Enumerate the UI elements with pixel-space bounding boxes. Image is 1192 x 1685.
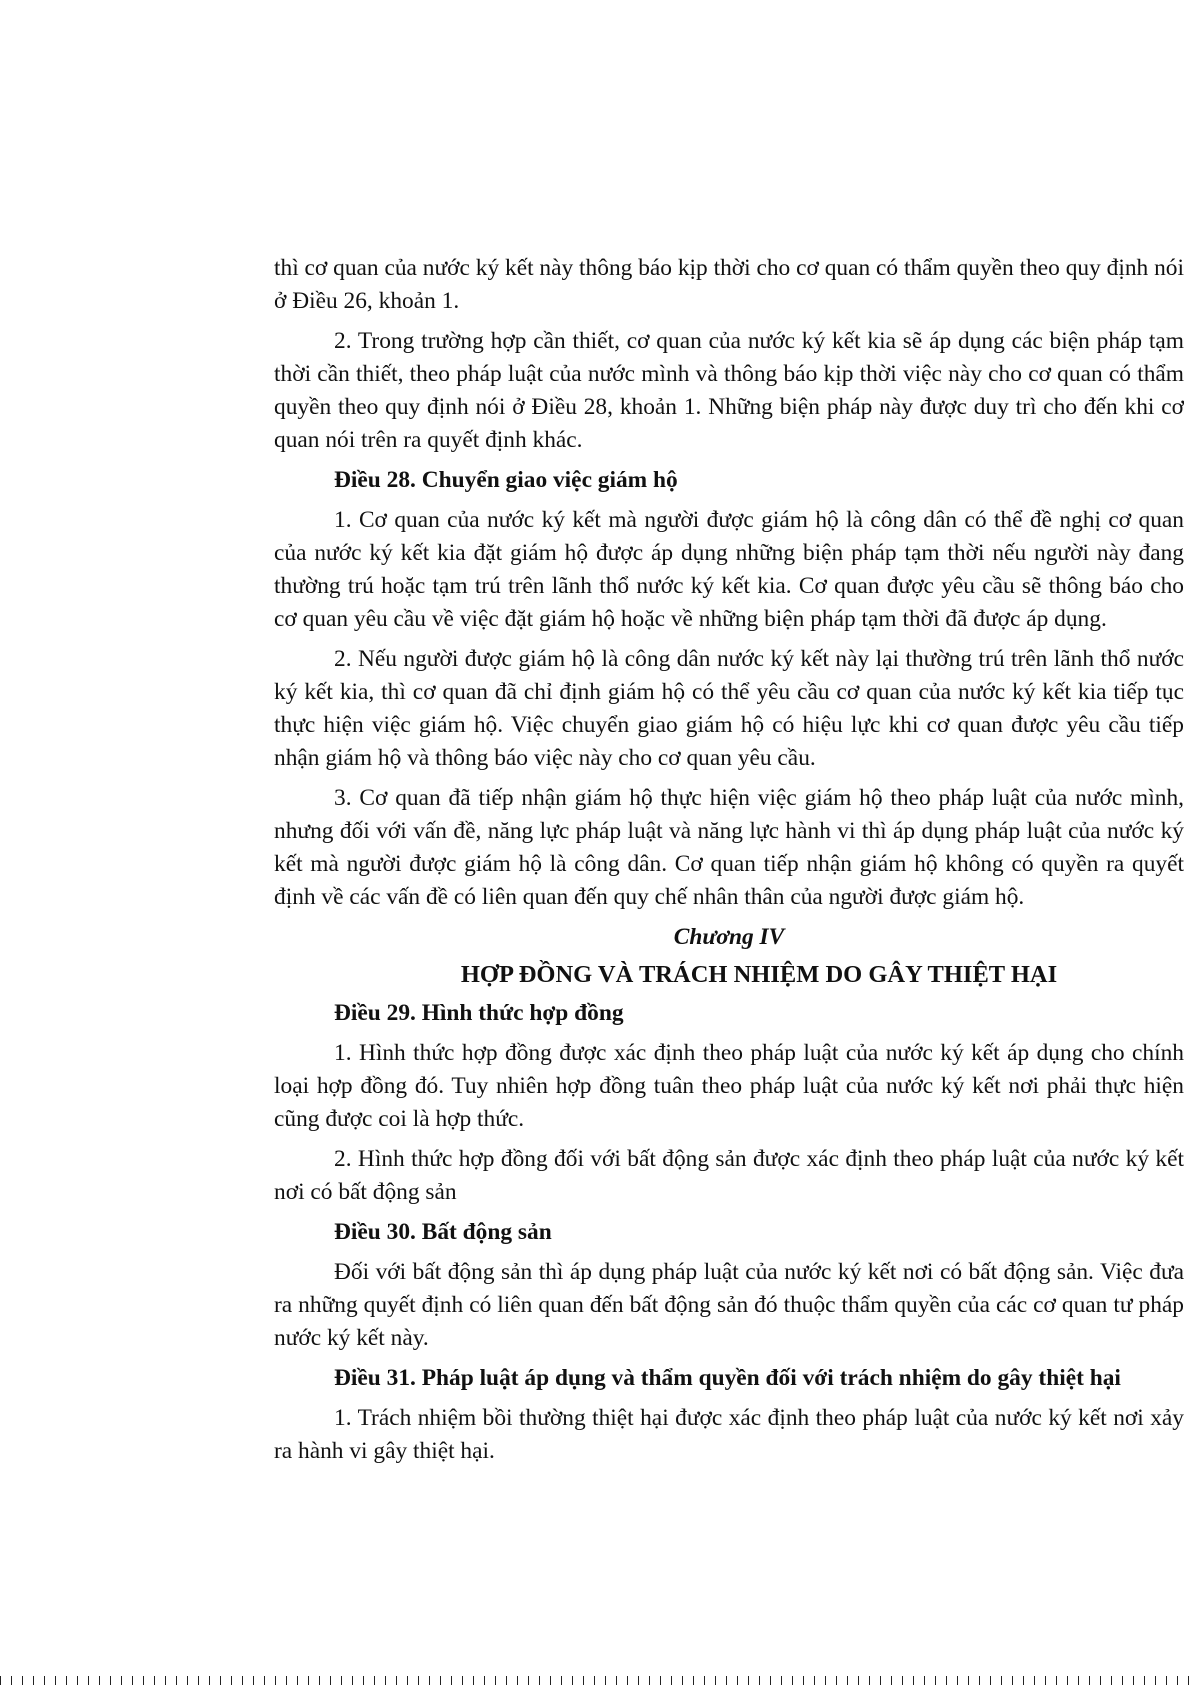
chapter-number: Chương IV xyxy=(673,924,785,950)
document-page xyxy=(274,252,1184,1672)
paragraph-article-29-clause-1: 1. Hình thức hợp đồng được xác định theo pháp luật của nước ký kết áp dụng cho chính loại hợp đồng đó. Tuy nhiên hợp đồng tuân theo pháp luật của nước ký kết nơi phải thực hiện cũng được coi là hợp thức. xyxy=(274,1040,1184,1132)
paragraph-article-27-clause-2: 2. Trong trường hợp cần thiết, cơ quan của nước ký kết kia sẽ áp dụng các biện pháp tạm thời cần thiết, theo pháp luật của nước mình và thông báo kịp thời việc này cho cơ quan có thẩm quyền theo quy định nói ở Điều 28, khoản 1. Những biện pháp này được duy trì cho đến khi cơ quan nói trên ra quyết định khác. xyxy=(274,328,1184,453)
heading-article-29: Điều 29. Hình thức hợp đồng xyxy=(334,1000,624,1026)
paragraph-article-28-clause-3: 3. Cơ quan đã tiếp nhận giám hộ thực hiện việc giám hộ theo pháp luật của nước mình, nhưng đối với vấn đề, năng lực pháp luật và năng lực hành vi thì áp dụng pháp luật của nước ký kết mà người được giám hộ là công dân. Cơ quan tiếp nhận giám hộ không có quyền ra quyết định về các vấn đề có liên quan đến quy chế nhân thân của người được giám hộ. xyxy=(274,785,1184,910)
heading-article-31: Điều 31. Pháp luật áp dụng và thẩm quyền đối với trách nhiệm do gây thiệt hại xyxy=(334,1365,1121,1391)
paragraph-article-28-clause-2: 2. Nếu người được giám hộ là công dân nước ký kết này lại thường trú trên lãnh thổ nước ký kết kia, thì cơ quan đã chỉ định giám hộ có thể yêu cầu cơ quan của nước ký kết kia tiếp tục thực hiện việc giám hộ. Việc chuyển giao giám hộ có hiệu lực khi cơ quan được yêu cầu tiếp nhận giám hộ và thông báo việc này cho cơ quan yêu cầu. xyxy=(274,646,1184,771)
paragraph-article-30: Đối với bất động sản thì áp dụng pháp luật của nước ký kết nơi có bất động sản. Việc đưa ra những quyết định có liên quan đến bất động sản đó thuộc thẩm quyền của các cơ quan tư pháp nước ký kết này. xyxy=(274,1259,1184,1351)
chapter-title: HỢP ĐỒNG VÀ TRÁCH NHIỆM DO GÂY THIỆT HẠI xyxy=(460,961,1058,988)
heading-article-28: Điều 28. Chuyển giao việc giám hộ xyxy=(334,467,678,493)
scan-bottom-edge xyxy=(0,1676,1192,1685)
paragraph-article-29-clause-2: 2. Hình thức hợp đồng đối với bất động sản được xác định theo pháp luật của nước ký kết nơi có bất động sản xyxy=(274,1146,1184,1205)
paragraph-article-31-clause-1: 1. Trách nhiệm bồi thường thiệt hại được xác định theo pháp luật của nước ký kết nơi xảy ra hành vi gây thiệt hại. xyxy=(274,1405,1184,1464)
heading-article-30: Điều 30. Bất động sản xyxy=(334,1219,552,1245)
paragraph-continuation: thì cơ quan của nước ký kết này thông báo kịp thời cho cơ quan có thẩm quyền theo quy định nói ở Điều 26, khoản 1. xyxy=(274,255,1184,314)
paragraph-article-28-clause-1: 1. Cơ quan của nước ký kết mà người được giám hộ là công dân có thể đề nghị cơ quan của nước ký kết kia đặt giám hộ được áp dụng những biện pháp tạm thời nếu người này đang thường trú hoặc tạm trú trên lãnh thổ nước ký kết kia. Cơ quan được yêu cầu sẽ thông báo cho cơ quan yêu cầu về việc đặt giám hộ hoặc về những biện pháp tạm thời đã được áp dụng. xyxy=(274,507,1184,632)
